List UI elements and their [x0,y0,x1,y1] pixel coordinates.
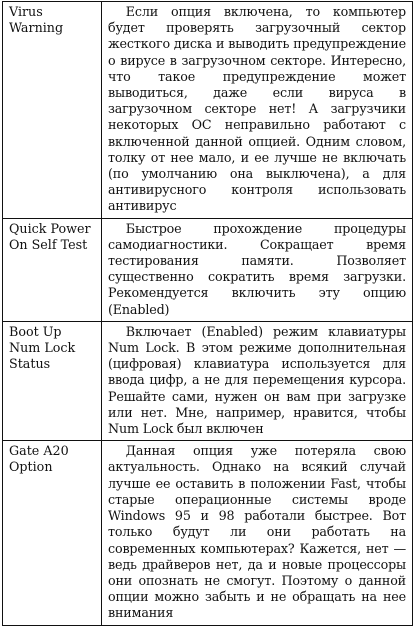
option-description: Включает (Enabled) режим клавиатуры Num Lock. В этом режиме дополнительная (цифровая) клавиатура используется для ввода цифр, а не для перемещения курсора. Решайте сами, нужен он вам при загрузке или нет. Мне, например, нравится, чтобы Num Lock был включен [108,323,406,437]
table-row [3,2,413,219]
option-name: Boot Up Num Lock Status [3,321,102,440]
table-row [3,218,413,321]
option-name: Virus Warning [3,2,102,219]
option-name: Quick Power On Self Test [3,218,102,321]
table-row [3,441,413,625]
option-name: Gate A20 Option [3,441,102,625]
option-description: Данная опция уже потеряла свою актуальность. Однако на всякий случай лучше ее оставить в положении Fast, чтобы старые операционные системы вроде Windows 95 и 98 работали быстрее. Вот только будут ли они работать на современных компьютерах? Кажется, нет — ведь драйверов нет, да и новые процессоры они опознать не смогут. Поэтому о данной опции можно забыть и не обращать на нее внимания [108,443,406,621]
bios-options-table [2,1,413,626]
option-description: Быстрое прохождение процедуры самодиагностики. Сокращает время тестирования памяти. Позволяет существенно сократить время загрузки. Рекомендуется включить эту опцию (Enabled) [108,220,406,317]
option-description: Если опция включена, то компьютер будет проверять загрузочный сектор жесткого диска и выводить предупреждение о вирусе в загрузочном секторе. Интересно, что такое предупреждение может выводиться, даже если вируса в загрузочном секторе нет! А загрузчики некоторых ОС неправильно работают с включенной данной опцией. Одним словом, толку от нее мало, и ее лучше не включать (по умолчанию она выключена), а для антивирусного контроля использовать антивирус [108,4,406,214]
table-row [3,321,413,440]
